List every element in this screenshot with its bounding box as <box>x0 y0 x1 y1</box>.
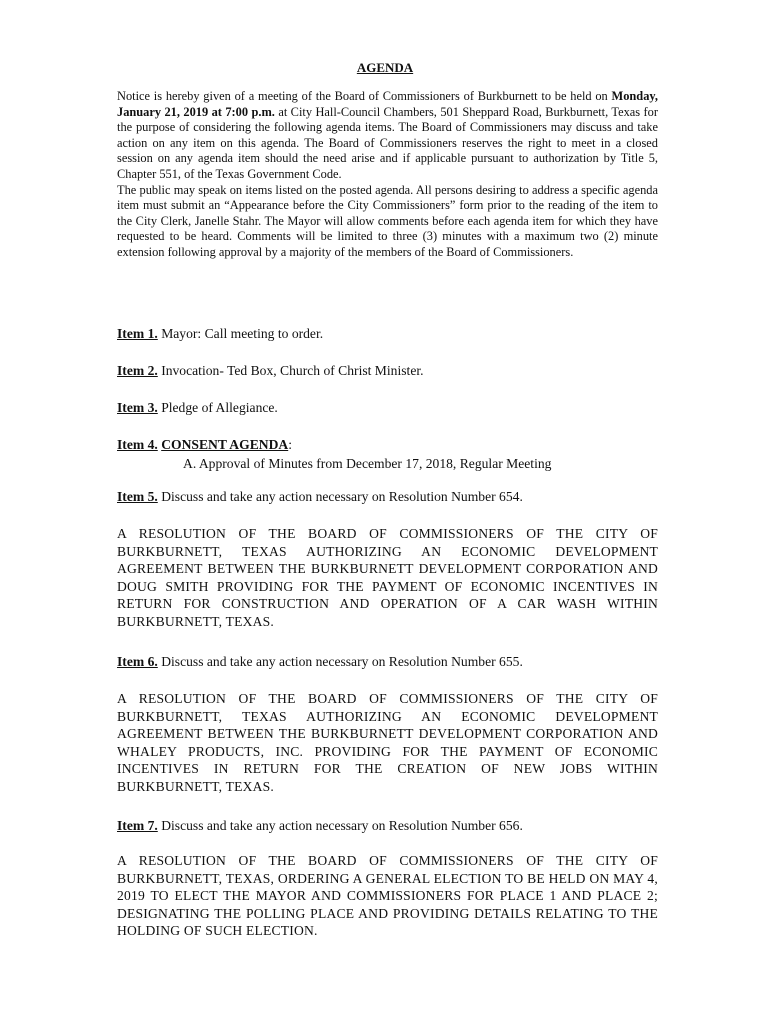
item-label: Item 2. <box>117 363 158 378</box>
item-label: Item 1. <box>117 326 158 341</box>
notice-paragraph-1 <box>117 89 658 183</box>
item-label: Item 4. <box>117 437 158 452</box>
notice-body: at City Hall-Council Chambers, 501 Sheppard Road, Burkburnett, Texas for the purpose of considering the following agenda items. The Board of Commissioners may discuss and take action on any item on this agenda. The Board of Commissioners reserves the right to meet in a closed session on any agenda item should the need arise and if applicable pursuant to authorization by Title 5, Chapter 551, of the Texas Government Code. <box>117 104 658 181</box>
agenda-item-3 <box>117 399 658 417</box>
meeting-notice <box>117 89 658 261</box>
item-text: Pledge of Allegiance. <box>161 400 278 415</box>
item-text: Discuss and take any action necessary on Resolution Number 655. <box>161 654 523 669</box>
agenda-item-5 <box>117 488 658 506</box>
agenda-item-1 <box>117 325 658 343</box>
notice-paragraph-2: The public may speak on items listed on the posted agenda. All persons desiring to address a specific agenda item must submit an “Appearance before the City Commissioners” form prior to the reading of the item to the City Clerk, Janelle Stahr. The Mayor will allow comments before each agenda item for which they have requested to be heard. Comments will be limited to three (3) minutes with a maximum two (2) minute extension following approval by a majority of the members of the Board of Commissioners. <box>117 182 658 259</box>
item-label: Item 3. <box>117 400 158 415</box>
agenda-item-7 <box>117 817 658 835</box>
consent-agenda-sub-item: A. Approval of Minutes from December 17, 2018, Regular Meeting <box>183 456 552 471</box>
item-label: Item 6. <box>117 654 158 669</box>
item-text: Mayor: Call meeting to order. <box>161 326 324 341</box>
item-text: Discuss and take any action necessary on Resolution Number 656. <box>161 818 523 833</box>
agenda-item-4 <box>117 436 658 454</box>
meeting-date: Monday, January 21, 2019 at 7:00 p.m. <box>117 89 658 119</box>
item-text: Discuss and take any action necessary on Resolution Number 654. <box>161 489 523 504</box>
consent-agenda-heading: CONSENT AGENDA <box>161 437 289 452</box>
item-label: Item 5. <box>117 489 158 504</box>
agenda-item-2 <box>117 362 658 380</box>
agenda-item-6 <box>117 653 658 671</box>
resolution-654-text: A RESOLUTION OF THE BOARD OF COMMISSIONERS OF THE CITY OF BURKBURNETT, TEXAS AUTHORIZING AN ECONOMIC DEVELOPMENT AGREEMENT BETWEEN THE BURKBURNETT DEVELOPMENT CORPORATION AND DOUG SMITH PROVIDING FOR THE PAYMENT OF ECONOMIC INCENTIVES IN RETURN FOR CONSTRUCTION AND OPERATION OF A CAR WASH WITHIN BURKBURNETT, TEXAS. <box>117 526 658 629</box>
item-label: Item 7. <box>117 818 158 833</box>
resolution-655-text: A RESOLUTION OF THE BOARD OF COMMISSIONERS OF THE CITY OF BURKBURNETT, TEXAS AUTHORIZING AN ECONOMIC DEVELOPMENT AGREEMENT BETWEEN THE BURKBURNETT DEVELOPMENT CORPORATION AND WHALEY PRODUCTS, INC. PROVIDING FOR THE PAYMENT OF ECONOMIC INCENTIVES IN RETURN FOR THE CREATION OF NEW JOBS WITHIN BURKBURNETT, TEXAS. <box>117 691 658 794</box>
page-title: AGENDA <box>356 60 414 75</box>
item-text: Invocation- Ted Box, Church of Christ Minister. <box>161 363 424 378</box>
notice-intro: Notice is hereby given of a meeting of the Board of Commissioners of Burkburnett to be held on <box>117 89 612 103</box>
consent-agenda-colon: : <box>288 437 292 452</box>
resolution-656-text: A RESOLUTION OF THE BOARD OF COMMISSIONERS OF THE CITY OF BURKBURNETT, TEXAS, ORDERING A GENERAL ELECTION TO BE HELD ON MAY 4, 2019 TO ELECT THE MAYOR AND COMMISSIONERS FOR PLACE 1 AND PLACE 2; DESIGNATING THE POLLING PLACE AND PROVIDING DETAILS RELATING TO THE HOLDING OF SUCH ELECTION. <box>117 853 658 939</box>
